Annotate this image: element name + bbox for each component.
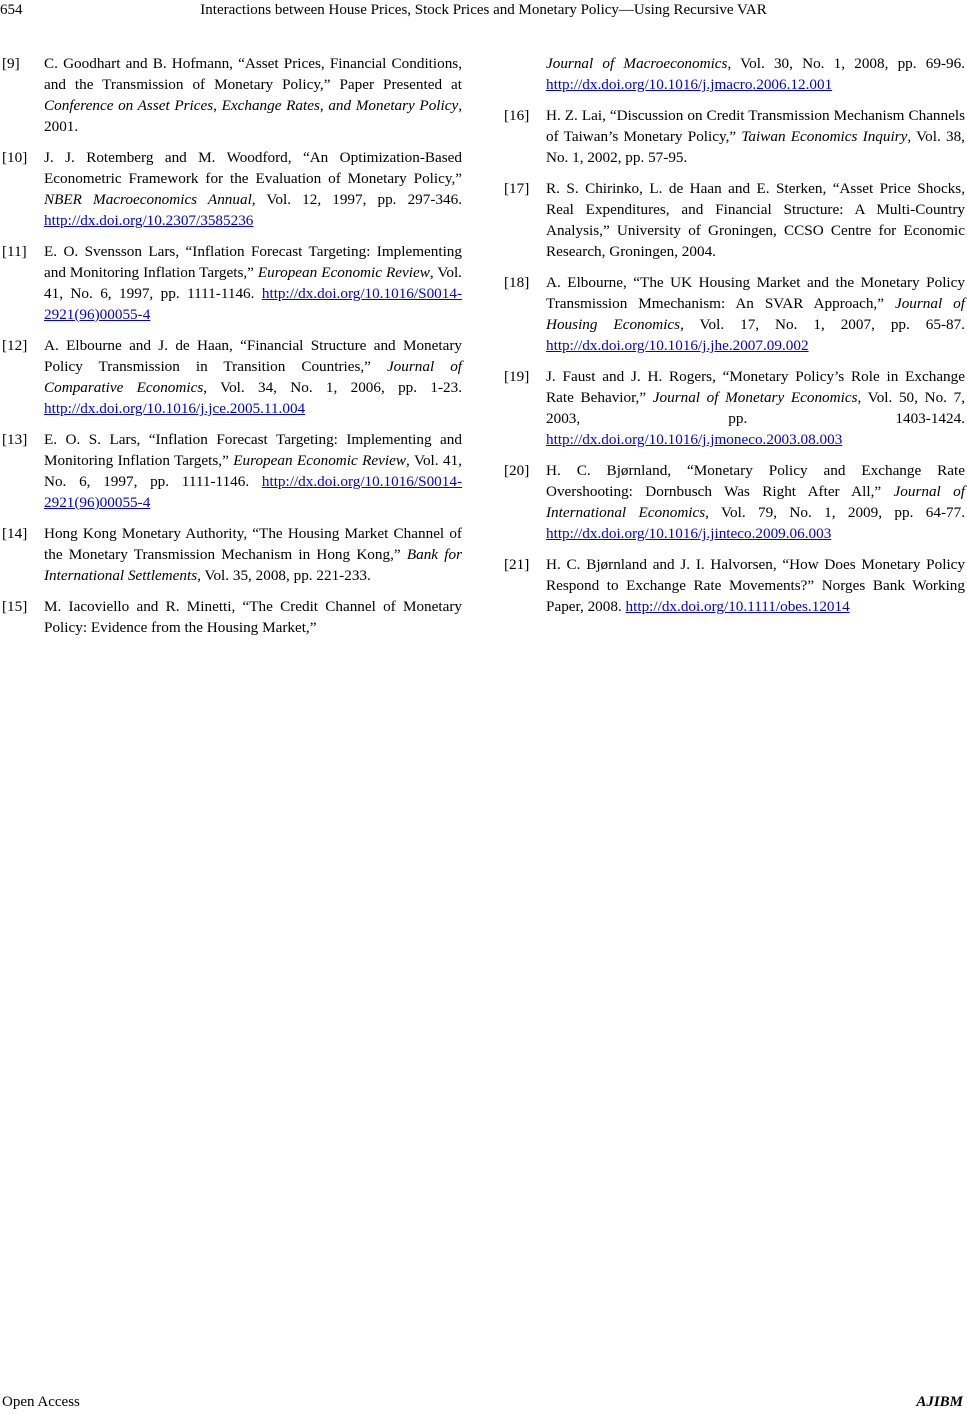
reference-number: [17]	[504, 180, 530, 197]
reference-item	[2, 147, 462, 231]
reference-item	[2, 523, 462, 586]
reference-item	[2, 241, 462, 325]
reference-number: [18]	[504, 274, 530, 291]
reference-number: [10]	[2, 149, 28, 166]
reference-text: Hong Kong Monetary Authority, “The Housing Market Channel of the Monetary Transmission Mechanism in Hong Kong,” Bank for International Settlements, Vol. 35, 2008, pp. 221-233.	[44, 525, 462, 584]
reference-text: H. C. Bjørnland and J. I. Halvorsen, “How Does Monetary Policy Respond to Exchange Rate Movements?” Norges Bank Working Paper, 2008. http://dx.doi.org/10.1111/obes.12014	[546, 556, 965, 615]
reference-number: [14]	[2, 525, 28, 542]
page-number: 654	[0, 2, 23, 18]
reference-text: R. S. Chirinko, L. de Haan and E. Sterken, “Asset Price Shocks, Real Expenditures, and Financial Structure: A Multi-Country Analysis,” University of Groningen, CCSO Centre for Economic Research, Groningen, 2004.	[546, 180, 965, 260]
reference-number: [19]	[504, 368, 530, 385]
doi-link[interactable]: http://dx.doi.org/10.1016/j.jinteco.2009.06.003	[546, 525, 832, 542]
journal-abbreviation: AJIBM	[916, 1394, 963, 1410]
reference-text: E. O. S. Lars, “Inflation Forecast Targeting: Implementing and Monitoring Inflation Targets,” European Economic Review, Vol. 41, No. 6, 1997, pp. 1111-1146. http://dx.doi.org/10.1016/S0014-2921(96)00055-4	[44, 431, 462, 511]
doi-link[interactable]: http://dx.doi.org/10.2307/3585236	[44, 212, 254, 229]
reference-number: [12]	[2, 337, 28, 354]
doi-link[interactable]: http://dx.doi.org/10.1016/j.jmoneco.2003.08.003	[546, 431, 843, 448]
reference-number: [9]	[2, 55, 20, 72]
reference-number: [11]	[2, 243, 27, 260]
page-footer	[0, 1392, 967, 1414]
reference-text: A. Elbourne and J. de Haan, “Financial Structure and Monetary Policy Transmission in Transition Countries,” Journal of Comparative Economics, Vol. 34, No. 1, 2006, pp. 1-23. http://dx.doi.org/10.1016/j.jce.2005.11.004	[44, 337, 463, 417]
reference-item	[2, 335, 462, 419]
reference-text: H. Z. Lai, “Discussion on Credit Transmission Mechanism Channels of Taiwan’s Monetary Policy,” Taiwan Economics Inquiry, Vol. 38, No. 1, 2002, pp. 57-95.	[546, 107, 965, 166]
running-header	[0, 0, 967, 22]
reference-item	[504, 272, 965, 356]
open-access-label: Open Access	[2, 1394, 80, 1410]
reference-text: J. J. Rotemberg and M. Woodford, “An Optimization-Based Econometric Framework for the Evaluation of Monetary Policy,” NBER Macroeconomics Annual, Vol. 12, 1997, pp. 297-346. http://dx.doi.org/10.2307/3585236	[44, 149, 462, 229]
reference-number: [21]	[504, 556, 530, 573]
reference-continuation: Journal of Macroeconomics, Vol. 30, No. 1, 2008, pp. 69-96. http://dx.doi.org/10.1016/j.jmacro.2006.12.001	[546, 55, 965, 93]
reference-number: [13]	[2, 431, 28, 448]
reference-number: [15]	[2, 598, 28, 615]
running-title: Interactions between House Prices, Stock Prices and Monetary Policy—Using Recursive VAR	[200, 2, 767, 18]
reference-item	[2, 596, 462, 638]
reference-text: J. Faust and J. H. Rogers, “Monetary Policy’s Role in Exchange Rate Behavior,” Journal of Monetary Economics, Vol. 50, No. 7, 2003, pp. 1403-1424. http://dx.doi.org/10.1016/j.jmoneco.2003.08.003	[546, 368, 966, 448]
reference-item	[504, 178, 965, 262]
reference-item	[2, 429, 462, 513]
doi-link[interactable]: http://dx.doi.org/10.1016/j.jmacro.2006.12.001	[546, 76, 833, 93]
references-right-column	[504, 53, 965, 627]
reference-text: A. Elbourne, “The UK Housing Market and the Monetary Policy Transmission Mmechanism: An SVAR Approach,” Journal of Housing Economics, Vol. 17, No. 1, 2007, pp. 65-87. http://dx.doi.org/10.1016/j.jhe.2007.09.002	[546, 274, 965, 354]
reference-item	[504, 366, 965, 450]
reference-item	[504, 460, 965, 544]
reference-item	[2, 53, 462, 137]
reference-text: E. O. Svensson Lars, “Inflation Forecast Targeting: Implementing and Monitoring Inflation Targets,” European Economic Review, Vol. 41, No. 6, 1997, pp. 1111-1146. http://dx.doi.org/10.1016/S0014-2921(96)00055-4	[44, 243, 462, 323]
reference-item	[504, 554, 965, 617]
reference-text: H. C. Bjørnland, “Monetary Policy and Exchange Rate Overshooting: Dornbusch Was Right After All,” Journal of International Economics, Vol. 79, No. 1, 2009, pp. 64-77. http://dx.doi.org/10.1016/j.jinteco.2009.06.003	[546, 462, 965, 542]
doi-link[interactable]: http://dx.doi.org/10.1016/S0014-2921(96)00055-4	[44, 473, 462, 511]
doi-link[interactable]: http://dx.doi.org/10.1016/j.jhe.2007.09.002	[546, 337, 809, 354]
doi-link[interactable]: http://dx.doi.org/10.1016/S0014-2921(96)00055-4	[44, 285, 462, 323]
reference-number: [16]	[504, 107, 530, 124]
doi-link[interactable]: http://dx.doi.org/10.1016/j.jce.2005.11.004	[44, 400, 306, 417]
reference-number: [20]	[504, 462, 530, 479]
doi-link[interactable]: http://dx.doi.org/10.1111/obes.12014	[625, 598, 850, 615]
reference-text: C. Goodhart and B. Hofmann, “Asset Prices, Financial Conditions, and the Transmission of Monetary Policy,” Paper Presented at Conference on Asset Prices, Exchange Rates, and Monetary Policy, 2001.	[44, 55, 463, 135]
references-left-column	[2, 53, 462, 648]
reference-text: M. Iacoviello and R. Minetti, “The Credit Channel of Monetary Policy: Evidence from the Housing Market,”	[44, 598, 462, 636]
reference-item	[504, 105, 965, 168]
